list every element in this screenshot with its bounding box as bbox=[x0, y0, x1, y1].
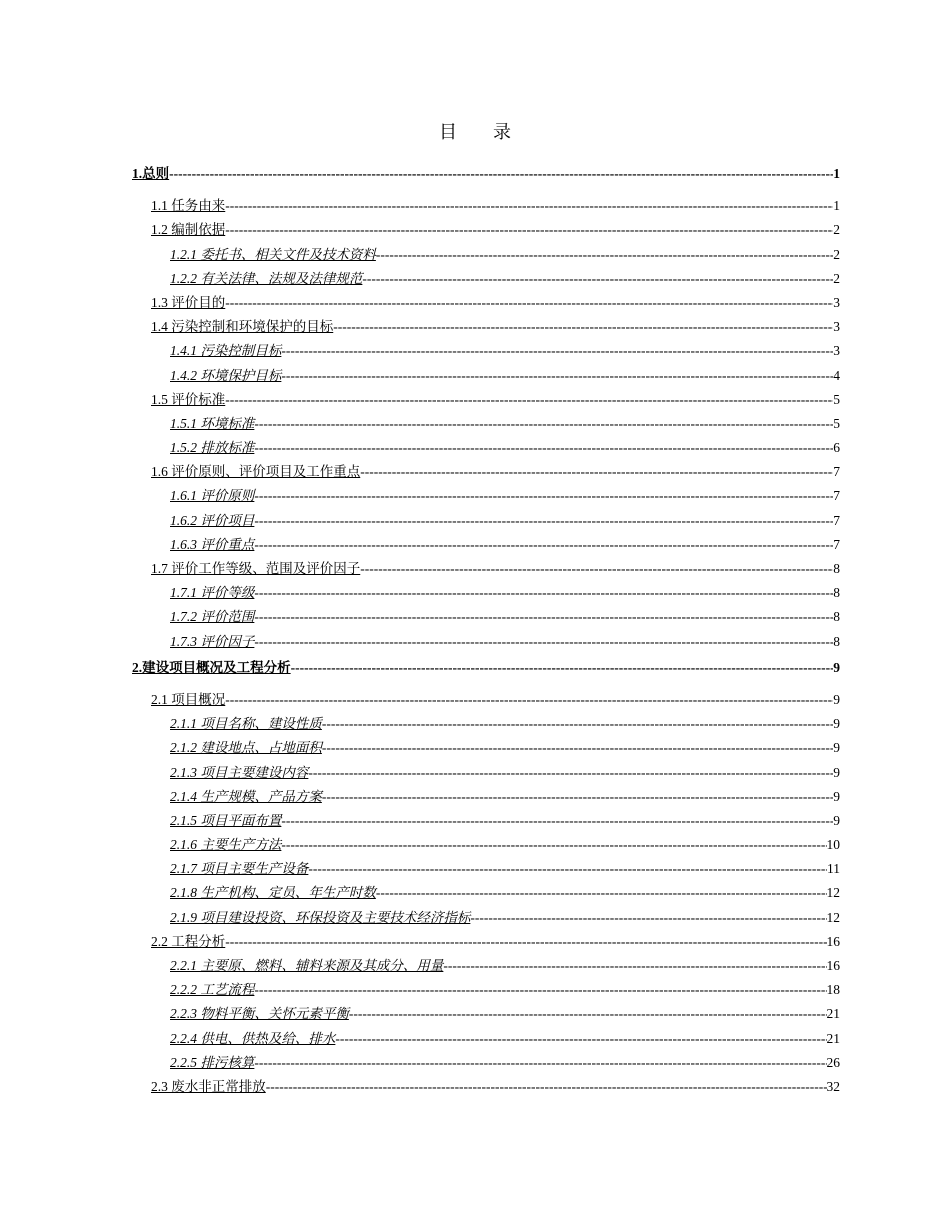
toc-entry-label[interactable]: 1.4.2 环境保护目标 bbox=[170, 367, 282, 383]
toc-page-number: 11 bbox=[827, 861, 840, 877]
toc-entry-label[interactable]: 1.6.3 评价重点 bbox=[170, 536, 255, 552]
dot-leader bbox=[254, 630, 833, 654]
toc-entry[interactable] bbox=[132, 243, 840, 267]
toc-page-number: 21 bbox=[826, 1006, 840, 1022]
toc-entry[interactable] bbox=[132, 412, 840, 436]
dot-leader bbox=[376, 243, 833, 267]
toc-page-number: 8 bbox=[833, 633, 840, 649]
toc-page-number: 1 bbox=[833, 198, 840, 214]
toc-entry-label[interactable]: 1.6.2 评价项目 bbox=[170, 512, 255, 528]
toc-entry-label[interactable]: 2.1.7 项目主要生产设备 bbox=[170, 861, 309, 877]
toc-entry-label[interactable]: 1.5 评价标准 bbox=[151, 391, 226, 407]
toc-entry[interactable] bbox=[132, 809, 840, 833]
dot-leader bbox=[308, 761, 833, 785]
toc-entry[interactable] bbox=[132, 388, 840, 412]
toc-entry-label[interactable]: 2.2.3 物料平衡、关怀元素平衡 bbox=[170, 1006, 349, 1022]
dot-leader bbox=[254, 484, 833, 508]
toc-entry[interactable] bbox=[132, 881, 840, 905]
toc-page-number: 3 bbox=[833, 294, 840, 310]
toc-page-number: 9 bbox=[833, 812, 840, 828]
toc-page-number: 8 bbox=[833, 585, 840, 601]
dot-leader bbox=[333, 315, 833, 339]
dot-leader bbox=[266, 1075, 827, 1099]
toc-page-number: 6 bbox=[833, 440, 840, 456]
dot-leader bbox=[225, 218, 833, 242]
toc-entry-label[interactable]: 2.建设项目概况及工程分析 bbox=[132, 659, 291, 675]
toc-entry[interactable] bbox=[132, 930, 840, 954]
toc-entry[interactable] bbox=[132, 712, 840, 736]
toc-entry[interactable] bbox=[132, 833, 840, 857]
dot-leader bbox=[254, 1051, 826, 1075]
dot-leader bbox=[225, 388, 833, 412]
toc-page-number: 16 bbox=[826, 958, 840, 973]
dot-leader bbox=[254, 978, 826, 1002]
toc-entry-label[interactable]: 1.2.2 有关法律、法规及法律规范 bbox=[170, 270, 363, 286]
toc-page-number: 18 bbox=[826, 982, 840, 998]
toc-entry-label[interactable]: 2.1.9 项目建设投资、环保投资及主要技术经济指标 bbox=[170, 909, 471, 925]
dot-leader bbox=[443, 954, 826, 978]
toc-entry-label[interactable]: 2.1.4 生产规模、产品方案 bbox=[170, 788, 322, 804]
toc-entry-label[interactable]: 1.1 任务由来 bbox=[151, 198, 226, 214]
toc-page-number: 9 bbox=[833, 691, 840, 707]
toc-page-number: 1 bbox=[833, 166, 840, 181]
toc-entry[interactable] bbox=[132, 162, 840, 186]
dot-leader bbox=[335, 1027, 826, 1051]
toc-entry[interactable] bbox=[132, 291, 840, 315]
dot-leader bbox=[281, 339, 833, 363]
dot-leader bbox=[254, 605, 833, 629]
toc-entry[interactable] bbox=[132, 436, 840, 460]
toc-entry[interactable] bbox=[132, 688, 840, 712]
toc-entry-label[interactable]: 2.1.2 建设地点、占地面积 bbox=[170, 740, 322, 756]
toc-page-number: 8 bbox=[833, 609, 840, 625]
toc-entry[interactable] bbox=[132, 460, 840, 484]
dot-leader bbox=[225, 291, 833, 315]
toc-entry-label[interactable]: 2.2 工程分析 bbox=[151, 933, 226, 949]
toc-entry-label[interactable]: 1.7.3 评价因子 bbox=[170, 633, 255, 649]
toc-page-number: 2 bbox=[833, 222, 840, 238]
toc-entry-label[interactable]: 1.2.1 委托书、相关文件及技术资料 bbox=[170, 246, 376, 262]
toc-entry-label[interactable]: 1.4 污染控制和环境保护的目标 bbox=[151, 319, 334, 335]
toc-entry[interactable] bbox=[132, 630, 840, 654]
toc-entry[interactable] bbox=[132, 906, 840, 930]
dot-leader bbox=[281, 364, 833, 388]
toc-page-number: 2 bbox=[833, 246, 840, 262]
toc-entry[interactable] bbox=[132, 267, 840, 291]
toc-entry[interactable] bbox=[132, 1051, 840, 1075]
toc-entry-label[interactable]: 2.2.5 排污核算 bbox=[170, 1054, 255, 1070]
dot-leader bbox=[349, 1002, 827, 1026]
dot-leader bbox=[362, 267, 833, 291]
toc-entry-label[interactable]: 1.4.1 污染控制目标 bbox=[170, 343, 282, 359]
toc-entry-label[interactable]: 1.7.2 评价范围 bbox=[170, 609, 255, 625]
toc-page-number: 16 bbox=[826, 933, 840, 949]
toc-entry-label[interactable]: 1.7.1 评价等级 bbox=[170, 585, 255, 601]
toc-entry[interactable] bbox=[132, 509, 840, 533]
dot-leader bbox=[225, 930, 826, 954]
dot-leader bbox=[225, 688, 833, 712]
toc-page-number: 21 bbox=[826, 1030, 840, 1046]
dot-leader bbox=[254, 509, 833, 533]
toc-entry-label[interactable]: 1.6.1 评价原则 bbox=[170, 488, 255, 504]
toc-entry[interactable] bbox=[132, 954, 840, 978]
toc-page-number: 3 bbox=[833, 343, 840, 359]
toc-entry-label[interactable]: 1.5.1 环境标准 bbox=[170, 415, 255, 431]
dot-leader bbox=[254, 436, 833, 460]
toc-entry[interactable] bbox=[132, 533, 840, 557]
toc-entry-label[interactable]: 1.7 评价工作等级、范围及评价因子 bbox=[151, 561, 361, 576]
dot-leader bbox=[169, 162, 833, 186]
dot-leader bbox=[254, 533, 833, 557]
toc-page-number: 2 bbox=[833, 270, 840, 286]
dot-leader bbox=[322, 736, 833, 760]
toc-entry[interactable] bbox=[132, 736, 840, 760]
toc-entry-label[interactable]: 1.2 编制依据 bbox=[151, 222, 226, 238]
toc-entry-label[interactable]: 1.5.2 排放标准 bbox=[170, 440, 255, 456]
toc-entry-label[interactable]: 2.1 项目概况 bbox=[151, 691, 226, 707]
dot-leader bbox=[360, 460, 833, 484]
toc-entry[interactable] bbox=[132, 339, 840, 363]
toc-entry-label[interactable]: 2.3 废水非正常排放 bbox=[151, 1078, 266, 1094]
toc-entry[interactable] bbox=[132, 581, 840, 605]
toc-entry-label[interactable]: 2.2.2 工艺流程 bbox=[170, 982, 255, 998]
toc-page-number: 7 bbox=[833, 464, 840, 480]
toc-entry[interactable] bbox=[132, 785, 840, 809]
toc-entry-label[interactable]: 2.1.6 主要生产方法 bbox=[170, 837, 282, 853]
toc-page-number: 9 bbox=[833, 716, 840, 732]
toc-entry[interactable] bbox=[132, 315, 840, 339]
toc-page-number: 9 bbox=[833, 740, 840, 756]
toc-page-number: 7 bbox=[833, 536, 840, 552]
toc-entry-label[interactable]: 2.1.1 项目名称、建设性质 bbox=[170, 716, 322, 732]
toc-page-number: 9 bbox=[833, 788, 840, 804]
toc-entry[interactable] bbox=[132, 978, 840, 1002]
toc-title: 目 录 bbox=[439, 122, 511, 142]
toc-page-number: 26 bbox=[826, 1054, 840, 1070]
toc-entry-label[interactable]: 2.2.1 主要原、燃料、辅料来源及其成分、用量 bbox=[170, 958, 444, 973]
toc-entry-label[interactable]: 1.6 评价原则、评价项目及工作重点 bbox=[151, 464, 361, 480]
toc-page-number: 9 bbox=[833, 659, 840, 675]
dot-leader bbox=[225, 194, 833, 218]
dot-leader bbox=[322, 712, 833, 736]
dot-leader bbox=[291, 656, 834, 680]
toc-entry[interactable] bbox=[132, 557, 840, 581]
toc-page-number: 5 bbox=[833, 391, 840, 407]
toc-entry[interactable] bbox=[132, 194, 840, 218]
toc-page-number: 3 bbox=[833, 319, 840, 335]
toc-entry[interactable] bbox=[132, 857, 840, 881]
toc-page-number: 7 bbox=[833, 488, 840, 504]
toc-entry[interactable] bbox=[132, 364, 840, 388]
toc-page-number: 12 bbox=[826, 909, 840, 925]
toc-page-number: 5 bbox=[833, 415, 840, 431]
dot-leader bbox=[376, 881, 827, 905]
toc-entry[interactable] bbox=[132, 605, 840, 629]
toc-entry-label[interactable]: 2.1.3 项目主要建设内容 bbox=[170, 764, 309, 780]
toc-page-number: 7 bbox=[833, 512, 840, 528]
toc-page-number: 10 bbox=[826, 837, 840, 853]
toc-page-number: 8 bbox=[833, 561, 840, 576]
toc-entry[interactable] bbox=[132, 656, 840, 680]
toc-entry[interactable] bbox=[132, 1075, 840, 1099]
dot-leader bbox=[360, 557, 833, 581]
toc-entry-label[interactable]: 1.3 评价目的 bbox=[151, 294, 226, 310]
toc-page-number: 9 bbox=[833, 764, 840, 780]
dot-leader bbox=[281, 809, 833, 833]
dot-leader bbox=[254, 412, 833, 436]
toc-entry[interactable] bbox=[132, 1027, 840, 1051]
toc-entry-label[interactable]: 2.1.8 生产机构、定员、年生产时数 bbox=[170, 885, 376, 901]
dot-leader bbox=[470, 906, 826, 930]
dot-leader bbox=[281, 833, 826, 857]
toc-entry[interactable] bbox=[132, 761, 840, 785]
toc-entry[interactable] bbox=[132, 1002, 840, 1026]
dot-leader bbox=[254, 581, 833, 605]
table-of-contents bbox=[132, 160, 840, 1099]
dot-leader bbox=[308, 857, 827, 881]
toc-entry[interactable] bbox=[132, 484, 840, 508]
toc-entry[interactable] bbox=[132, 218, 840, 242]
toc-entry-label[interactable]: 2.1.5 项目平面布置 bbox=[170, 812, 282, 828]
toc-page-number: 12 bbox=[826, 885, 840, 901]
toc-entry-label[interactable]: 2.2.4 供电、供热及给、排水 bbox=[170, 1030, 336, 1046]
toc-page-number: 32 bbox=[826, 1078, 840, 1094]
dot-leader bbox=[322, 785, 833, 809]
toc-page-number: 4 bbox=[833, 367, 840, 383]
toc-entry-label[interactable]: 1.总则 bbox=[132, 166, 170, 181]
